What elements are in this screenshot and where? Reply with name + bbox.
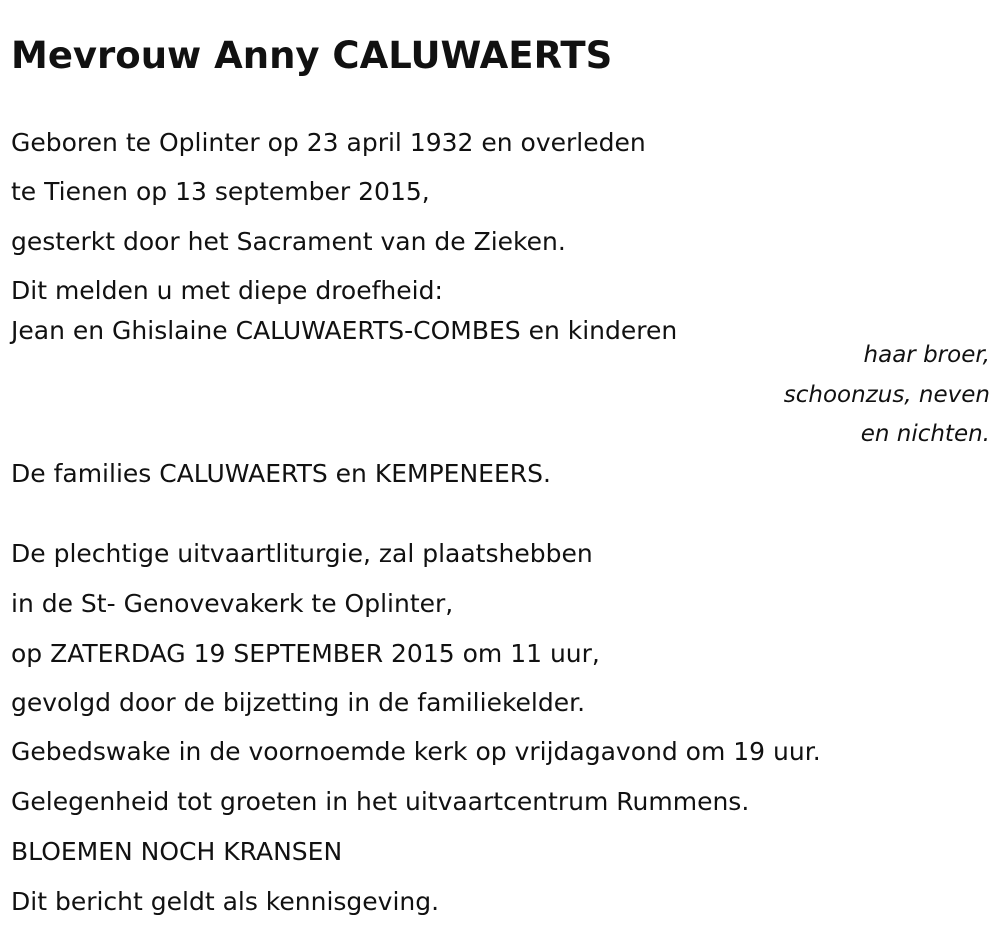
intro-line-birth: Geboren te Oplinter op 23 april 1932 en overleden [11, 128, 646, 157]
intro-line-death: te Tienen op 13 september 2015, [11, 177, 430, 206]
detail-line-vigil: Gebedswake in de voornoemde kerk op vrijdagavond om 19 uur. [11, 737, 821, 766]
notice-title: Mevrouw Anny CALUWAERTS [11, 34, 613, 77]
relation-line-2: schoonzus, neven [783, 382, 990, 408]
intro-line-sacrament: gesterkt door het Sacrament van de Zieken. [11, 227, 566, 256]
intro-line-announcement: Dit melden u met diepe droefheid: [11, 276, 443, 305]
detail-line-condolences: Gelegenheid tot groeten in het uitvaartcentrum Rummens. [11, 787, 750, 816]
detail-line-no-flowers: BLOEMEN NOCH KRANSEN [11, 837, 343, 866]
relation-line-3: en nichten. [860, 421, 990, 447]
detail-line-burial: gevolgd door de bijzetting in de familiekelder. [11, 688, 586, 717]
families-line: De families CALUWAERTS en KEMPENEERS. [11, 459, 551, 488]
detail-line-church: in de St- Genovevakerk te Oplinter, [11, 589, 454, 618]
detail-line-liturgy: De plechtige uitvaartliturgie, zal plaatshebben [11, 539, 593, 568]
relation-line-1: haar broer, [863, 342, 990, 368]
detail-line-date: op ZATERDAG 19 SEPTEMBER 2015 om 11 uur, [11, 639, 600, 668]
intro-line-relatives: Jean en Ghislaine CALUWAERTS-COMBES en kinderen [11, 316, 678, 345]
detail-line-notification: Dit bericht geldt als kennisgeving. [11, 887, 440, 916]
